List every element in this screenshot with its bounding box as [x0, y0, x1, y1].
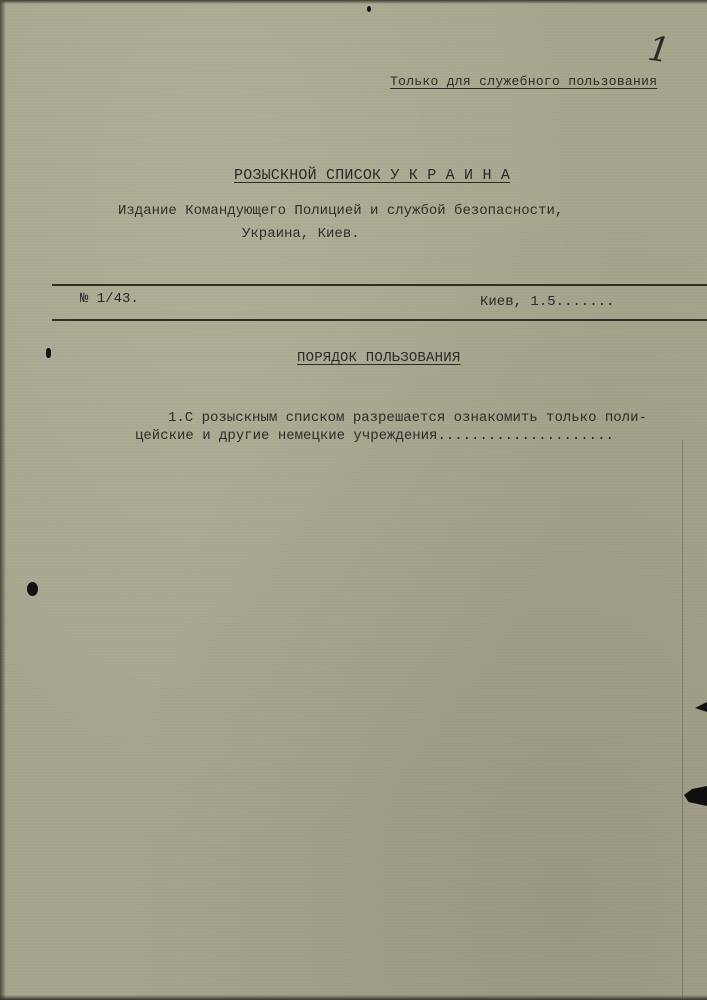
punch-hole [46, 348, 51, 358]
restriction-note: Только для служебного пользования [390, 74, 658, 89]
page-edge-left [0, 0, 6, 1000]
paper-tear [695, 702, 707, 712]
section-heading: ПОРЯДОК ПОЛЬЗОВАНИЯ [297, 350, 461, 366]
publisher-line-2: Украина, Киев. [242, 226, 360, 242]
header-rule-top [52, 284, 707, 286]
rule-1-line-2: цейские и другие немецкие учреждения..................... [135, 428, 614, 444]
punch-hole [27, 582, 38, 596]
rule-1-line-1: 1.С розыскным списком разрешается ознакомить только поли- [168, 410, 647, 426]
page-edge-bottom [0, 995, 707, 1000]
document-title: РОЗЫСКНОЙ СПИСОК У К Р А И Н А [234, 167, 511, 184]
issue-number: № 1/43. [80, 291, 139, 307]
page-edge-top [0, 0, 707, 4]
issue-place-date: Киев, 1.5....... [480, 294, 615, 310]
handwritten-page-number: 1 [645, 28, 673, 72]
paper-tear [684, 786, 707, 806]
publisher-line-1: Издание Командующего Полицией и службой безопасности, [118, 203, 564, 219]
header-rule-bottom [52, 319, 707, 321]
paper-fold [682, 440, 683, 1000]
punch-hole [367, 6, 371, 12]
